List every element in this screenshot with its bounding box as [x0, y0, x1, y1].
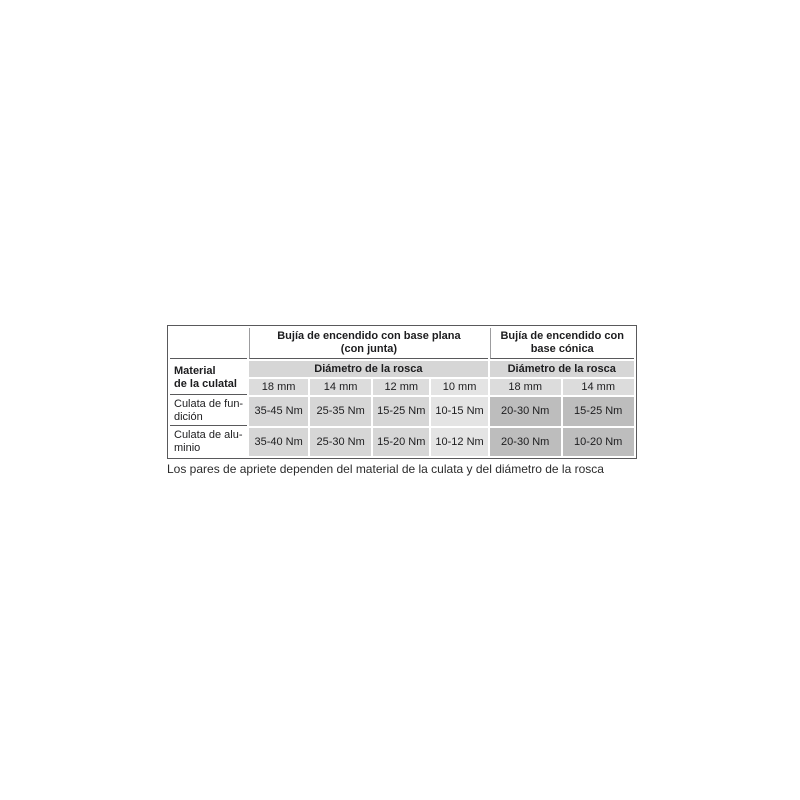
col-header-18mm-flat: 18 mm: [249, 379, 308, 395]
row-label-aluminium-head: [170, 428, 247, 456]
row-label-line: Culata de fun-: [174, 398, 244, 410]
table-row: [170, 361, 634, 377]
row-label-line: minio: [174, 442, 201, 454]
torque-cell: 25-35 Nm: [310, 397, 371, 426]
torque-cell: 15-25 Nm: [563, 397, 634, 426]
row-label-line: dición: [174, 411, 203, 423]
col-header-14mm-flat: 14 mm: [310, 379, 371, 395]
group-title-line: (con junta): [340, 343, 398, 355]
torque-cell: 10-20 Nm: [563, 428, 634, 456]
torque-cell: 35-40 Nm: [249, 428, 308, 456]
group-title-line: Bujía de encendido con: [500, 330, 624, 342]
column-group-header-flat-seat: [249, 328, 488, 359]
row-label-line: Culata de alu-: [174, 429, 243, 441]
torque-cell: 20-30 Nm: [490, 428, 561, 456]
column-group-header-conical-seat: [490, 328, 634, 359]
torque-cell: 15-25 Nm: [373, 397, 429, 426]
table-row-cast-iron-head: [170, 397, 634, 426]
torque-cell: 35-45 Nm: [249, 397, 308, 426]
col-header-14mm-conical: 14 mm: [563, 379, 634, 395]
torque-cell: 15-20 Nm: [373, 428, 429, 456]
group-title-line: base cónica: [530, 343, 594, 355]
group-title-line: Bujía de encendido con base plana: [277, 330, 461, 342]
table-caption: Los pares de apriete dependen del material de la culata y del diámetro de la rosca: [167, 462, 604, 476]
torque-table-block: [167, 325, 637, 459]
row-header-line: Material: [174, 364, 216, 377]
table-row: [170, 328, 634, 359]
torque-cell: 20-30 Nm: [490, 397, 561, 426]
corner-cell: [170, 328, 247, 359]
row-header-line: de la culatal: [174, 377, 237, 390]
row-label-cast-iron-head: [170, 397, 247, 426]
torque-cell: 25-30 Nm: [310, 428, 371, 456]
col-header-10mm-flat: 10 mm: [431, 379, 487, 395]
spark-plug-torque-table: [167, 325, 637, 459]
table-row-aluminium-head: [170, 428, 634, 456]
torque-cell: 10-12 Nm: [431, 428, 487, 456]
col-header-18mm-conical: 18 mm: [490, 379, 561, 395]
subheader-thread-diameter-conical: Diámetro de la rosca: [490, 361, 634, 377]
row-header-material: [170, 361, 247, 395]
torque-cell: 10-15 Nm: [431, 397, 487, 426]
col-header-12mm-flat: 12 mm: [373, 379, 429, 395]
subheader-thread-diameter-flat: Diámetro de la rosca: [249, 361, 488, 377]
